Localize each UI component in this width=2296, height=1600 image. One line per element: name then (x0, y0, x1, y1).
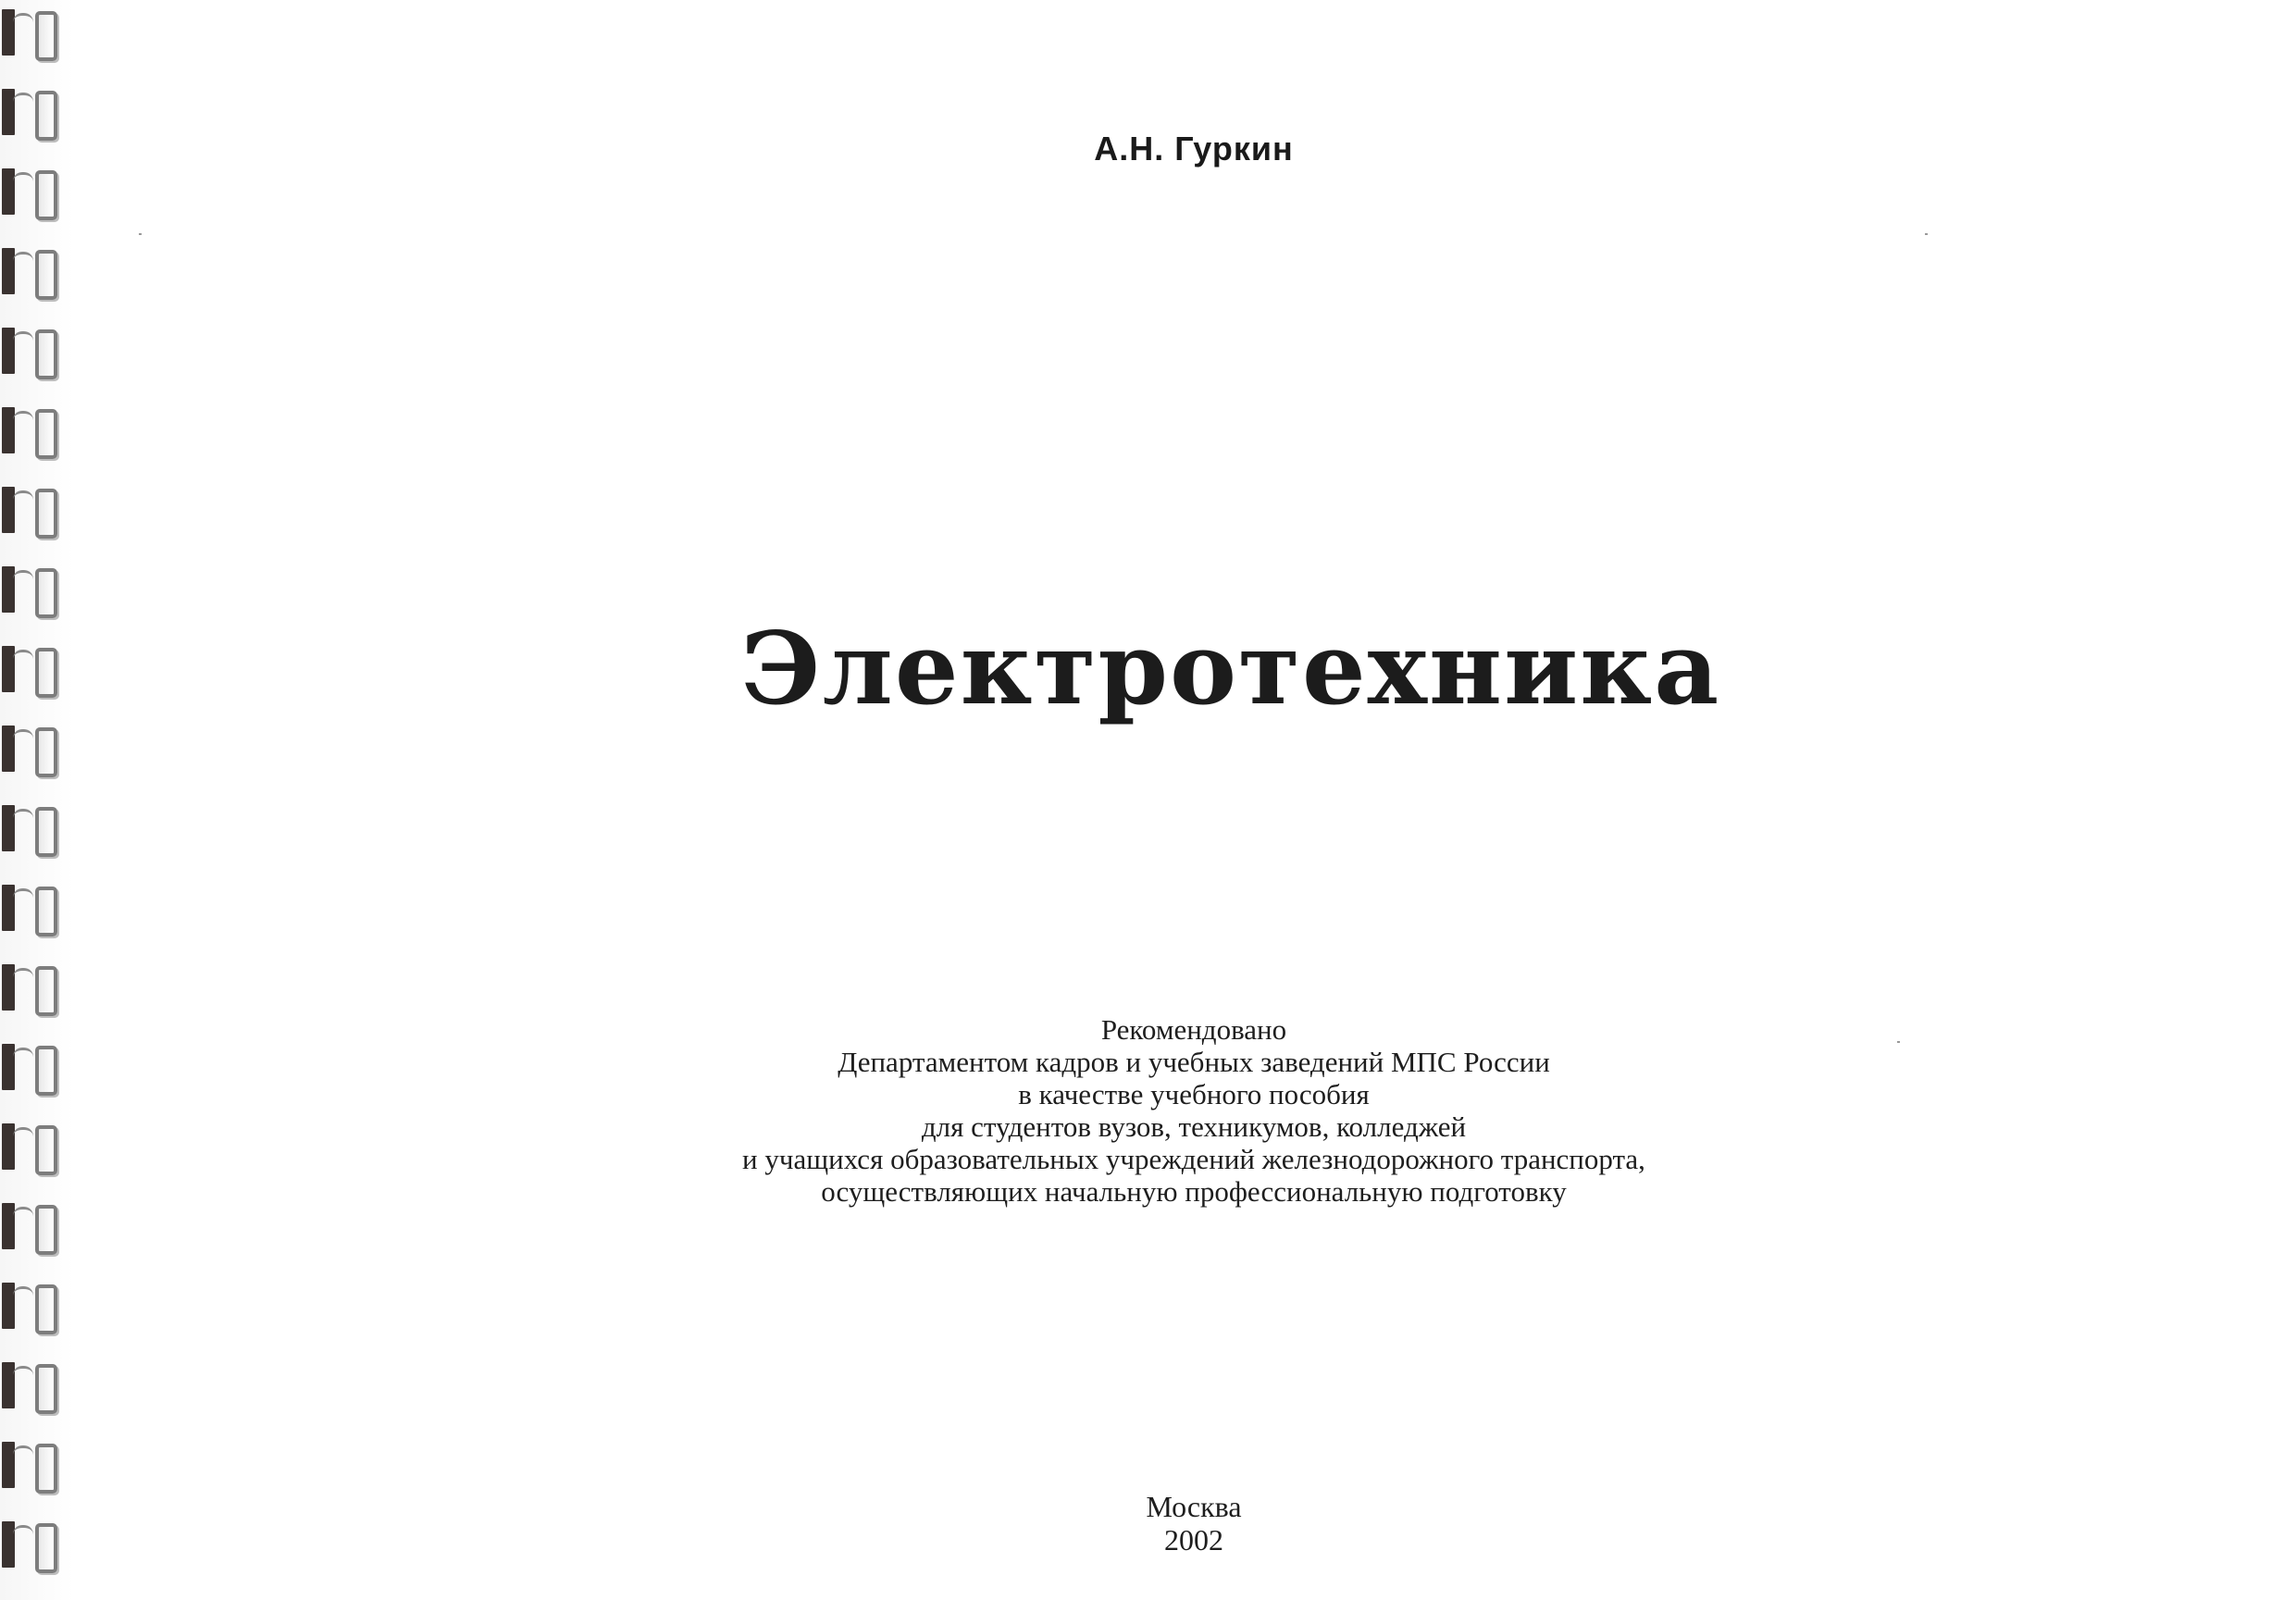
binding-arc (13, 252, 33, 264)
scan-speck (1897, 1041, 1900, 1043)
scan-speck (139, 233, 142, 235)
binding-arc (13, 968, 33, 980)
binding-loop (35, 329, 57, 379)
binding-loop (35, 1364, 57, 1414)
spiral-binding-icon (0, 80, 65, 146)
publication-city: Москва (1146, 1490, 1242, 1523)
binding-post (2, 805, 15, 851)
binding-post (2, 726, 15, 772)
recommendation-line: Рекомендовано (1100, 1013, 1287, 1046)
publication-year: 2002 (1164, 1523, 1223, 1557)
binding-post (2, 1362, 15, 1408)
spiral-binding-icon (0, 557, 65, 624)
binding-arc (13, 1366, 33, 1378)
binding-loop (35, 1125, 57, 1175)
binding-post (2, 646, 15, 692)
binding-loop (35, 648, 57, 698)
recommendation-block (592, 1013, 1795, 1208)
binding-loop (35, 489, 57, 539)
binding-post (2, 168, 15, 215)
binding-arc (13, 1286, 33, 1298)
binding-arc (13, 331, 33, 343)
recommendation-line: для студентов вузов, техникумов, колледжей (921, 1110, 1467, 1143)
binding-arc (13, 729, 33, 741)
binding-loop (35, 568, 57, 618)
binding-loop (35, 1046, 57, 1096)
binding-arc (13, 411, 33, 423)
binding-post (2, 1123, 15, 1170)
spiral-binding-icon (0, 0, 65, 67)
binding-arc (13, 809, 33, 821)
binding-loop (35, 1523, 57, 1573)
binding-loop (35, 1205, 57, 1255)
binding-post (2, 487, 15, 533)
binding-loop (35, 807, 57, 857)
scan-speck (1925, 233, 1928, 235)
spiral-binding-icon (0, 1035, 65, 1101)
binding-post (2, 964, 15, 1011)
binding-post (2, 1442, 15, 1488)
binding-loop (35, 409, 57, 459)
binding-arc (13, 1048, 33, 1060)
binding-arc (13, 1445, 33, 1457)
binding-arc (13, 888, 33, 900)
author-name: А.Н. Гуркин (1094, 130, 1294, 167)
spiral-binding-icon (0, 875, 65, 942)
binding-post (2, 407, 15, 453)
binding-arc (13, 570, 33, 582)
binding-loop (35, 887, 57, 936)
recommendation-line: и учащихся образовательных учреждений железнодорожного транспорта, (742, 1143, 1645, 1175)
book-title: Электротехника (740, 611, 1721, 727)
spiral-binding-icon (0, 1433, 65, 1499)
spiral-binding-icon (0, 1194, 65, 1260)
binding-post (2, 328, 15, 374)
spiral-binding-icon (0, 1114, 65, 1181)
binding-loop (35, 966, 57, 1016)
spiral-binding-icon (0, 159, 65, 226)
spiral-binding (0, 0, 74, 1600)
spiral-binding-icon (0, 239, 65, 305)
binding-arc (13, 1525, 33, 1537)
binding-arc (13, 490, 33, 502)
imprint-block (1009, 1490, 1379, 1557)
binding-arc (13, 93, 33, 105)
binding-loop (35, 1284, 57, 1334)
spiral-binding-icon (0, 478, 65, 544)
recommendation-line: осуществляющих начальную профессиональную подготовку (821, 1175, 1567, 1208)
binding-loop (35, 11, 57, 61)
spiral-binding-icon (0, 1353, 65, 1420)
spiral-binding-icon (0, 955, 65, 1022)
spiral-binding-icon (0, 318, 65, 385)
binding-post (2, 9, 15, 56)
recommendation-line: в качестве учебного пособия (1018, 1078, 1370, 1110)
binding-post (2, 1203, 15, 1249)
recommendation-line: Департаментом кадров и учебных заведений МПС России (838, 1046, 1550, 1078)
binding-post (2, 1283, 15, 1329)
binding-post (2, 248, 15, 294)
binding-loop (35, 727, 57, 777)
binding-arc (13, 650, 33, 662)
spiral-binding-icon (0, 637, 65, 703)
binding-post (2, 566, 15, 613)
binding-arc (13, 13, 33, 25)
binding-arc (13, 1127, 33, 1139)
spiral-binding-icon (0, 716, 65, 783)
binding-post (2, 1521, 15, 1568)
binding-loop (35, 1444, 57, 1494)
spiral-binding-icon (0, 1512, 65, 1579)
spiral-binding-icon (0, 796, 65, 862)
binding-loop (35, 170, 57, 220)
binding-loop (35, 250, 57, 300)
binding-arc (13, 1207, 33, 1219)
spiral-binding-icon (0, 1273, 65, 1340)
spiral-binding-icon (0, 398, 65, 465)
binding-loop (35, 91, 57, 141)
binding-post (2, 1044, 15, 1090)
binding-post (2, 885, 15, 931)
binding-arc (13, 172, 33, 184)
binding-post (2, 89, 15, 135)
